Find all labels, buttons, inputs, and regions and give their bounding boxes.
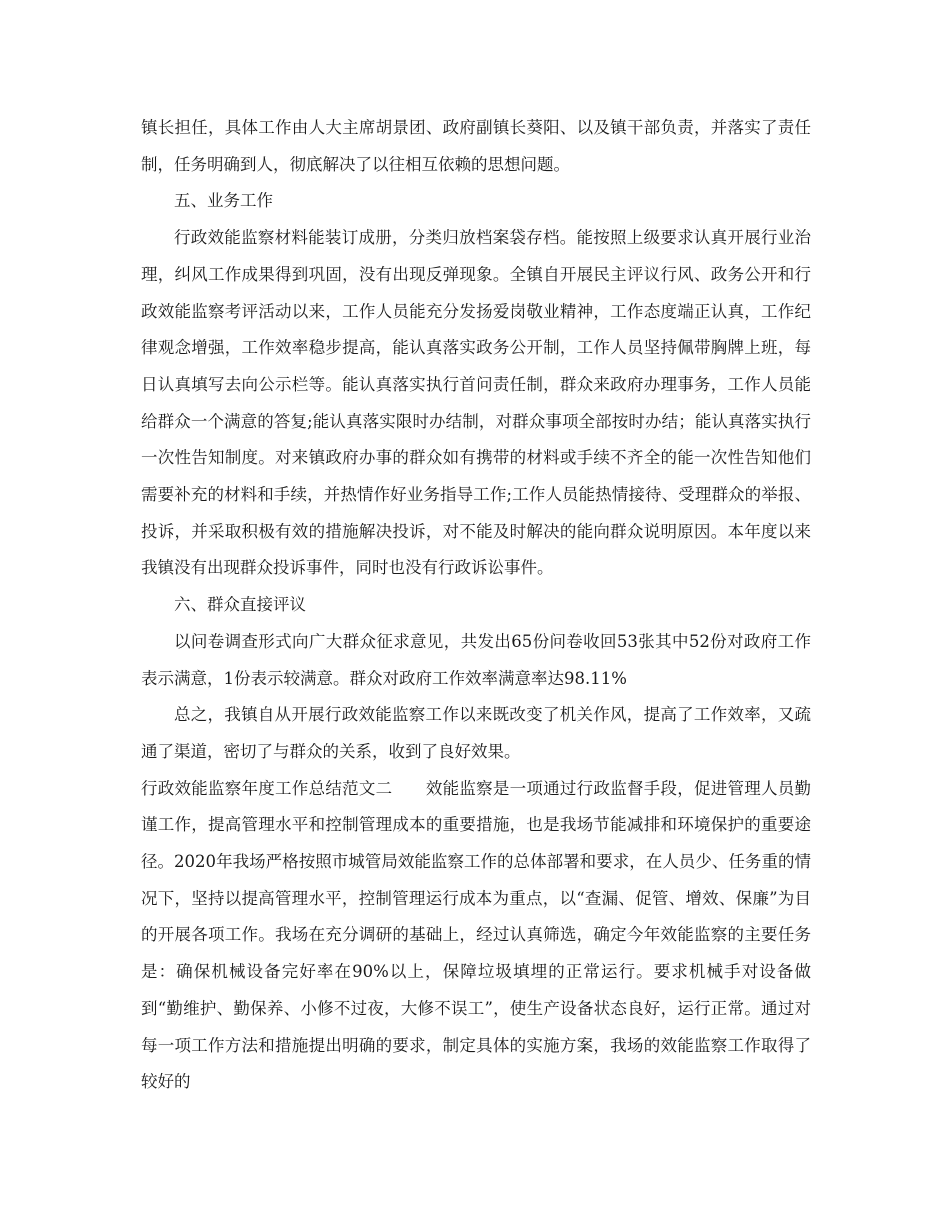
sample-two-title: 行政效能监察年度工作总结范文二 bbox=[141, 778, 393, 798]
paragraph-business-work: 行政效能监察材料能装订成册，分类归放档案袋存档。能按照上级要求认真开展行业治理，纠风工作成果得到巩固，没有出现反弹现象。全镇自开展民主评议行风、政务公开和行政效能监察考评活动以来，工作人员能充分发扬爱岗敬业精神，工作态度端正认真，工作纪律观念增强，工作效率稳步提高，能认真落实政务公开制，工作人员坚持佩带胸牌上班，每日认真填写去向公示栏等。能认真落实执行首问责任制，群众来政府办理事务，工作人员能给群众一个满意的答复;能认真落实限时办结制，对群众事项全部按时办结；能认真落实执行一次性告知制度。对来镇政府办事的群众如有携带的材料或手续不齐全的能一次性告知他们需要补充的材料和手续，并热情作好业务指导工作;工作人员能热情接待、受理群众的举报、投诉，并采取积极有效的措施解决投诉，对不能及时解决的能向群众说明原因。本年度以来我镇没有出现群众投诉事件，同时也没有行政诉讼事件。 bbox=[141, 228, 811, 578]
section-heading-business-work: 五、业务工作 bbox=[174, 191, 273, 211]
sample-two-body: 效能监察是一项通过行政监督手段，促进管理人员勤谨工作，提高管理水平和控制管理成本的重要措施，也是我场节能减排和环境保护的重要途径。2020年我场严格按照市城管局效能监察工作的总体部署和要求，在人员少、任务重的情况下，坚持以提高管理水平，控制管理运行成本为重点，以“查漏、促管、增效、保廉”为目的开展各项工作。我场在充分调研的基础上，经过认真筛选，确定今年效能监察的主要任务是：确保机械设备完好率在90%以上，保障垃圾填埋的正常运行。要求机械手对设备做到“勤维护、勤保养、小修不过夜，大修不误工”，使生产设备状态良好，运行正常。通过对每一项工作方法和措施提出明确的要求，制定具体的实施方案，我场的效能监察工作取得了较好的 bbox=[141, 778, 812, 1092]
paragraph-sample-two bbox=[141, 771, 811, 1101]
paragraph-public-review: 以问卷调查形式向广大群众征求意见，共发出65份问卷收回53张其中52份对政府工作表示满意，1份表示较满意。群众对政府工作效率满意率达98.11% bbox=[141, 631, 811, 688]
paragraph-continuation: 镇长担任，具体工作由人大主席胡景团、政府副镇长葵阳、以及镇干部负责，并落实了责任制，任务明确到人，彻底解决了以往相互依赖的思想问题。 bbox=[141, 118, 811, 174]
document-body bbox=[141, 110, 811, 1101]
section-heading-public-review: 六、群众直接评议 bbox=[174, 595, 306, 615]
sample-two-gap bbox=[392, 779, 426, 798]
paragraph-conclusion: 总之，我镇自从开展行政效能监察工作以来既改变了机关作风，提高了工作效率，又疏通了渠道，密切了与群众的关系，收到了良好效果。 bbox=[141, 705, 811, 761]
